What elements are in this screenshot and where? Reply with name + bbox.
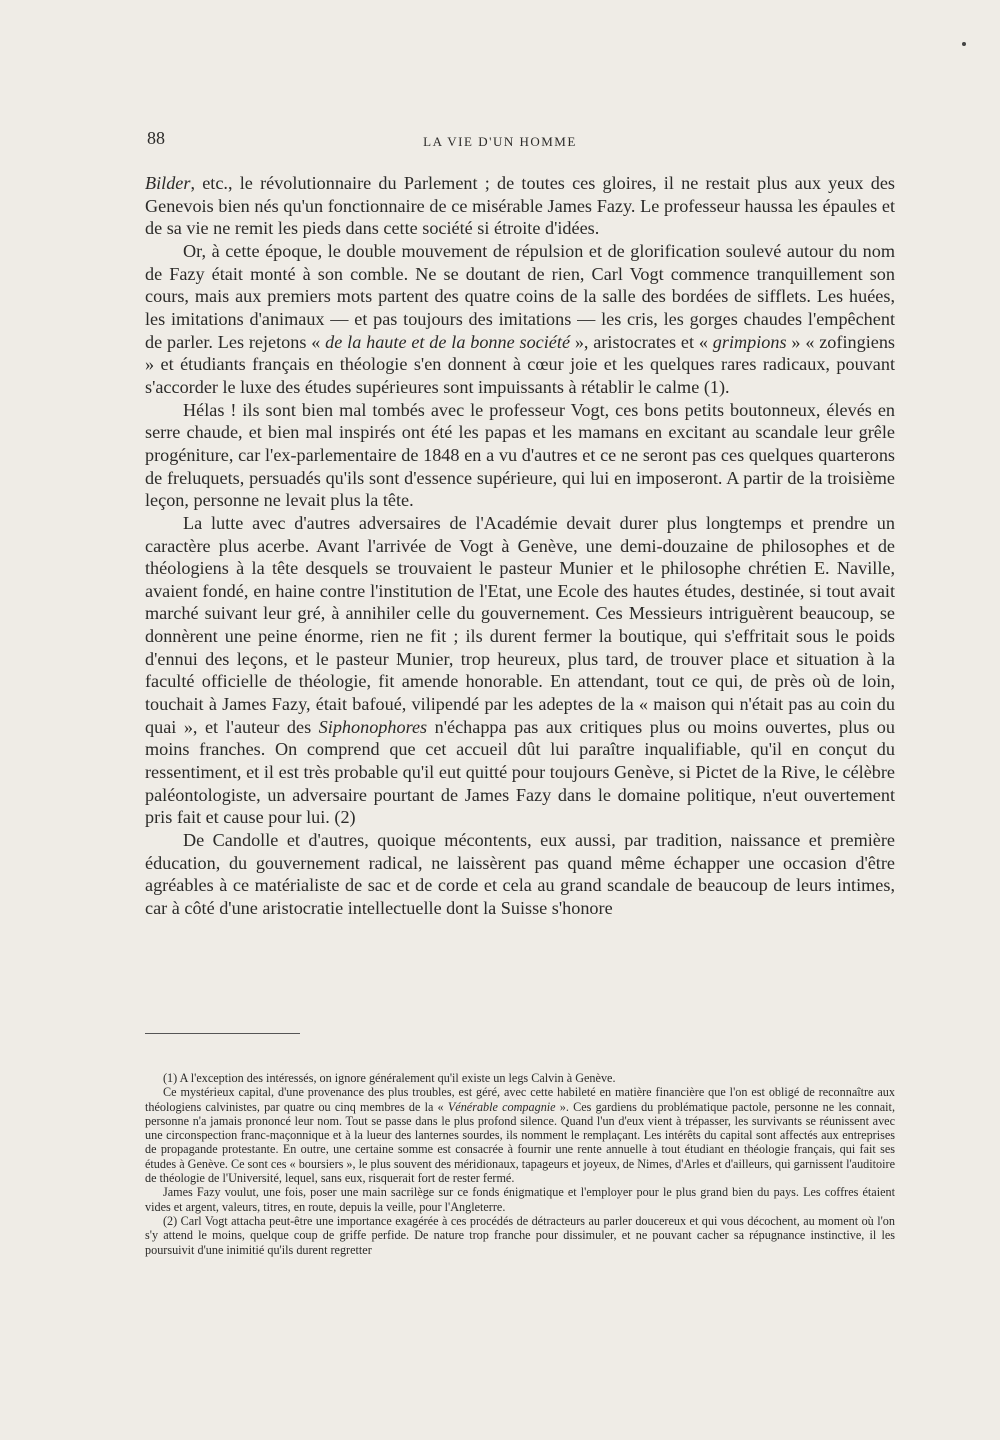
footnote-divider: [145, 1033, 300, 1034]
running-head: LA VIE D'UN HOMME: [423, 134, 577, 149]
footnotes: [145, 1071, 895, 1257]
paragraph-1: Bilder, etc., le révolutionnaire du Parlement ; de toutes ces gloires, il ne restait plus aux yeux des Genevois bien nés qu'un fonctionnaire de ce misérable James Fazy. Le professeur haussa les épaules et de sa vie ne remit les pieds dans cette société si étroite d'idées.: [145, 173, 895, 239]
footnote-2: (2) Carl Vogt attacha peut-être une importance exagérée à ces procédés de détracteurs au parler doucereux et qui vous décochent, au moment où l'on s'y attend le moins, quelque coup de griffe perfide. De nature trop franche pour dissimuler, et ne pouvant cacher sa répugnance instinctive, il les poursuivit d'une inimitié qu'ils durent regretter: [145, 1213, 895, 1257]
page-number: 88: [147, 128, 165, 148]
footnote-1: (1) A l'exception des intéressés, on ignore généralement qu'il existe un legs Calvin à Genève.: [163, 1071, 616, 1085]
paragraph-3: Hélas ! ils sont bien mal tombés avec le professeur Vogt, ces bons petits boutonneux, élevés en serre chaude, et bien mal inspirés ont été les papas et les mamans en excitant au scandale leur grêle progéniture, car l'ex-parlementaire de 1848 en a vu d'autres et ce ne seront pas ces quelques quarterons de freluquets, persuadés qu'ils sont d'essence supérieure, qui lui en imposeront. A partir de la troisième leçon, personne ne levait plus la tête.: [145, 399, 895, 511]
ink-speck: [962, 42, 966, 46]
footnote-1-continued: Ce mystérieux capital, d'une provenance des plus troubles, est géré, avec cette habileté en matière financière que l'on est obligé de reconnaître aux théologiens calvinistes, par quatre ou cinq membres de la « Vénérable compagnie ». Ces gardiens du problématique pactole, personne ne les connait, personne n'a jamais prononcé leur nom. Tout se passe dans le plus profond silence. Quand l'un d'eux vient à trépasser, les survivants se réunissent avec une circonspection franc-maçonnique et à la lueur des lanternes sourdes, ils nomment le remplaçant. Les intérêts du capital sont affectés aux entreprises de propagande protestante. En outre, une certaine somme est consacrée à fournir une rente annuelle à tout étudiant en théologie français, qui fait ses études à Genève. Ce sont ces « boursiers », le plus souvent des méridionaux, tapageurs et joyeux, de Nimes, d'Arles et d'ailleurs, qui garnissent l'auditoire de théologie de l'Université, lequel, sans eux, risquerait fort de rester fermé.: [145, 1085, 895, 1186]
paragraph-2: Or, à cette époque, le double mouvement de répulsion et de glorification soulevé autour du nom de Fazy était monté à son comble. Ne se doutant de rien, Carl Vogt commence tranquillement son cours, mais aux premiers mots partent des quatre coins de la salle des bordées de sifflets. Les huées, les imitations d'animaux — et pas toujours des imitations — les cris, les gorges chaudes l'empêchent de parler. Les rejetons « de la haute et de la bonne société », aristocrates et « grimpions » « zofingiens » et étudiants français en théologie s'en donnent à cœur joie et les quelques rares radicaux, pouvant s'accorder le luxe des études supérieures sont impuissants à rétablir le calme (1).: [145, 240, 895, 397]
footnote-1-fazy: James Fazy voulut, une fois, poser une main sacrilège sur ce fonds énigmatique et l'employer pour le plus grand bien du pays. Les coffres étaient vides et argent, valeurs, titres, en route, depuis la veille, pour l'Angleterre.: [145, 1185, 895, 1214]
paragraph-5: De Candolle et d'autres, quoique mécontents, eux aussi, par tradition, naissance et première éducation, du gouvernement radical, ne laissèrent pas quand même échapper une occasion d'être agréables à ce matérialiste de sac et de corde et cela au grand scandale de beaucoup de leurs intimes, car à côté d'une aristocratie intellectuelle dont la Suisse s'honore: [145, 830, 895, 918]
main-text: [145, 172, 895, 920]
paragraph-4: La lutte avec d'autres adversaires de l'Académie devait durer plus longtemps et prendre un caractère plus acerbe. Avant l'arrivée de Vogt à Genève, une demi-douzaine de philosophes et de théologiens à la tête desquels se trouvaient le pasteur Munier et le philosophe chrétien E. Naville, avaient fondé, en haine contre l'institution de l'Etat, une Ecole des hautes études, destinée, si tout avait marché suivant leur gré, à annihiler celle du gouvernement. Ces Messieurs intriguèrent beaucoup, se donnèrent une peine énorme, rien ne fit ; ils durent fermer la boutique, qui s'effritait sous le poids d'ennui des leçons, et le pasteur Munier, trop heureux, plus tard, de trouver place et situation à la faculté officielle de théologie, fit amende honorable. En attendant, tout ce qui, de près où de loin, touchait à James Fazy, était bafoué, vilipendé par les adeptes de la « maison qui n'était pas au coin du quai », et l'auteur des Siphonophores n'échappa pas aux critiques plus ou moins ouvertes, plus ou moins franches. On comprend que cet accueil dût lui paraître inqualifiable, qu'il en conçut du ressentiment, et il est très probable qu'il eut quitté pour toujours Genève, si Pictet de la Rive, le célèbre paléontologiste, un adversaire pourtant de James Fazy dans le domaine politique, n'eut ouvertement pris fait et cause pour lui. (2): [145, 512, 895, 828]
italic-bilder: Bilder: [145, 173, 191, 193]
